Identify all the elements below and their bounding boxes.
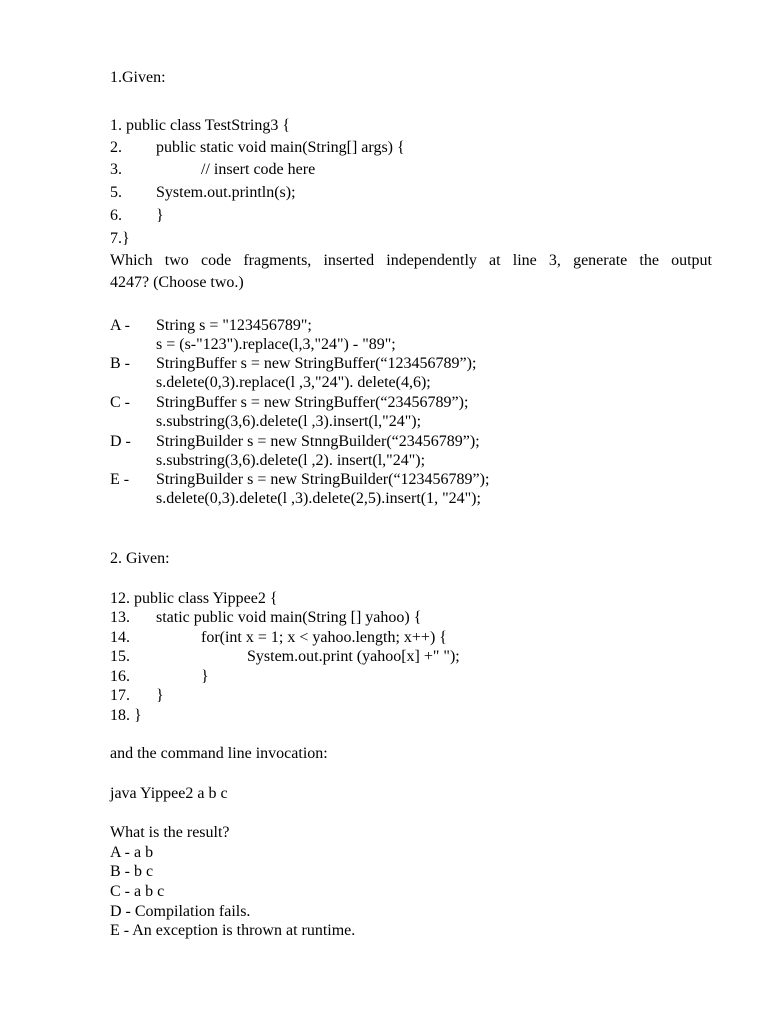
line-number: 18. [110, 707, 130, 724]
option-code: StringBuffer s = new StringBuffer(“123456789”); [156, 355, 477, 372]
q2-code-line-13 [110, 608, 422, 628]
option-code: s.delete(0,3).replace(l ,3,"24"). delete(4,6); [156, 374, 431, 391]
line-number: 3. [110, 161, 122, 178]
q1-option-e [110, 470, 490, 490]
option-code: String s = "123456789"; [156, 317, 312, 334]
line-number: 1. [110, 117, 122, 134]
q1-code-line-7 [110, 229, 130, 249]
option-code: StringBuilder s = new StringBuilder(“123456789”); [156, 471, 490, 488]
q1-question-line-2: 4247? (Choose two.) [110, 274, 244, 291]
option-code: s.substring(3,6).delete(l ,2). insert(l,"24"); [156, 452, 426, 469]
code-text: static public void main(String [] yahoo) { [156, 609, 422, 626]
option-code: s = (s-"123").replace(l,3,"24") - "89"; [156, 336, 396, 353]
line-number: 13. [110, 609, 130, 626]
q1-option-a [110, 316, 312, 336]
q1-code-line-5 [110, 183, 296, 203]
code-text: // insert code here [201, 161, 316, 178]
line-number: 2. [110, 139, 122, 156]
q2-answer-d: D - Compilation fails. [110, 903, 251, 920]
option-code: StringBuilder s = new StnngBuilder(“23456789”); [156, 433, 480, 450]
q2-answer-a: A - a b [110, 844, 154, 861]
code-text: } [156, 687, 164, 704]
option-code: s.delete(0,3).delete(l ,3).delete(2,5).insert(1, "24"); [156, 490, 481, 507]
q2-code-line-15 [110, 647, 460, 667]
q2-code-line-16 [110, 667, 209, 687]
q1-option-c [110, 393, 469, 413]
option-letter: D - [110, 433, 131, 450]
option-letter: C - [110, 394, 130, 411]
q2-heading: 2. Given: [110, 550, 170, 567]
option-letter: B - [110, 355, 130, 372]
line-number: 14. [110, 629, 130, 646]
code-text: System.out.print (yahoo[x] +" "); [247, 648, 460, 665]
q1-code-line-1 [110, 116, 290, 136]
q1-code-line-2 [110, 138, 405, 158]
code-text: public class TestString3 { [126, 117, 291, 134]
q1-question-line-1: Which two code fragments, inserted independently at line 3, generate the output [110, 252, 712, 269]
q2-invocation-intro: and the command line invocation: [110, 745, 328, 762]
line-number: 17. [110, 687, 130, 704]
code-text: for(int x = 1; x < yahoo.length; x++) { [201, 629, 447, 646]
option-code: s.substring(3,6).delete(l ,3).insert(l,"24"); [156, 413, 422, 430]
q1-heading: 1.Given: [110, 69, 166, 86]
q1-code-line-6 [110, 206, 164, 226]
option-code: StringBuffer s = new StringBuffer(“23456789”); [156, 394, 469, 411]
q2-code-line-12 [110, 589, 278, 609]
code-text: } [134, 707, 142, 724]
option-letter: E - [110, 471, 130, 488]
code-text: } [201, 668, 209, 685]
line-number: 12. [110, 590, 130, 607]
q2-answer-b: B - b c [110, 863, 154, 880]
q1-option-d [110, 432, 480, 452]
line-number: 15. [110, 648, 130, 665]
q2-invocation: java Yippee2 a b c [110, 785, 228, 802]
line-number: 6. [110, 207, 122, 224]
line-number: 16. [110, 668, 130, 685]
q2-answer-e: E - An exception is thrown at runtime. [110, 922, 356, 939]
code-text: } [156, 207, 164, 224]
q2-code-line-17 [110, 686, 164, 706]
code-text: System.out.println(s); [156, 184, 296, 201]
code-text: public class Yippee2 { [134, 590, 278, 607]
q2-code-line-18 [110, 706, 142, 726]
code-text: public static void main(String[] args) { [156, 139, 405, 156]
line-number: 5. [110, 184, 122, 201]
option-letter: A - [110, 317, 130, 334]
line-number: 7.} [110, 230, 130, 247]
q2-answer-c: C - a b c [110, 883, 165, 900]
q2-question: What is the result? [110, 824, 230, 841]
q1-code-line-3 [110, 160, 316, 180]
q2-code-line-14 [110, 628, 447, 648]
q1-option-b [110, 354, 477, 374]
